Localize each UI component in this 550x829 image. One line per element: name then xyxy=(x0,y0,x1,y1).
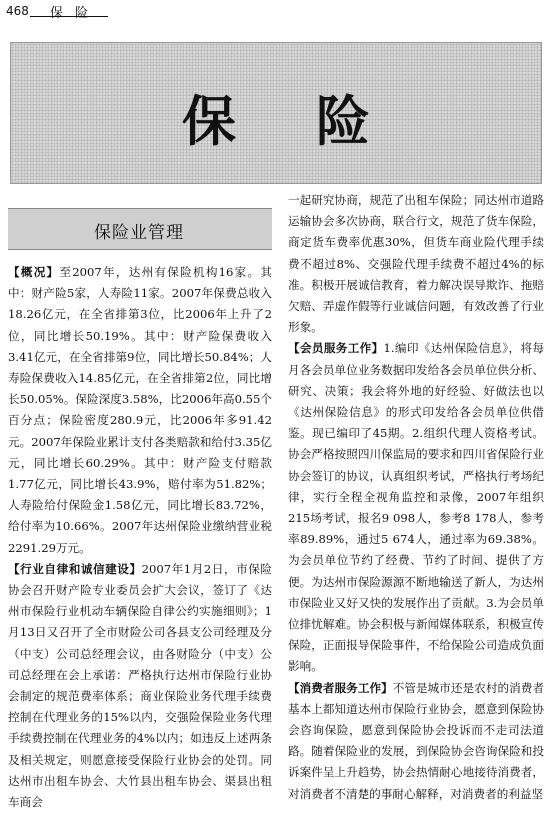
paragraph-consumer-service xyxy=(288,678,544,805)
paragraph-body: 2007年1月2日，市保险协会召开财产险专业委员会扩大会议，签订了《达州市保险行业机动车辆保险自律公约实施细则》；1月13日又召开了全市财险公司各县支公司经理及分（中支）公司总经理会议，由各财险分（中支）公司总经理在会上承诺：严格执行达州市保险行业协会制定的规范费率体系；商业保险业务代理手续费控制在代理业务的15%以内，交强险保险业务代理手续费控制在代理业务的4%以内；如违反上述两条及相关规定，则愿意接受保险行业协会的处罚。同达州市出租车协会、大竹县出租车协会、渠县出租车商会 xyxy=(8,561,272,810)
paragraph-heading: 【行业自律和诚信建设】 xyxy=(8,561,142,576)
header-rule xyxy=(30,16,108,17)
left-column xyxy=(8,262,272,813)
paragraph-member-service xyxy=(288,338,544,677)
paragraph-body: 不管是城市还是农村的消费者基本上都知道达州市保险行业协会，愿意到保险协会咨询保险，愿意到保险协会投诉而不走司法道路。随着保险业的发展，到保险协会咨询保险和投诉案件呈上升趋势，协会热情耐心地接待消费者，对消费者不清楚的事耐心解释，对消费者的利益坚 xyxy=(288,680,544,801)
right-column xyxy=(288,190,544,805)
paragraph-overview xyxy=(8,262,272,559)
page-number: 468 xyxy=(6,4,29,18)
paragraph-body: 至2007年，达州有保险机构16家。其中：财产险5家，人寿险11家。2007年保费总收入18.26亿元，在全省排第3位，比2006年上升了2位，同比增长50.19%。其中：财产险保费收入3.41亿元，在全省排第9位，同比增长50.84%；人寿险保费收入14.85亿元，在全省排第2位，同比增长50.05%。保险深度3.58%，比2006年高0.55个百分点；保险密度280.9元，比2006年多91.42元。2007年保险业累计支付各类赔款和给付3.35亿元，同比增长60.29%。其中：财产险支付赔款1.77亿元，同比增长43.9%，赔付率为51.82%；人寿险给付保险金1.58亿元，同比增长83.72%，给付率为10.66%。2007年达州保险业缴纳营业税2291.29万元。 xyxy=(8,265,273,555)
paragraph-self-discipline xyxy=(8,559,272,813)
chapter-title: 保险 xyxy=(182,90,450,153)
section-heading-box xyxy=(8,208,272,250)
paragraph-heading: 【会员服务工作】 xyxy=(288,341,384,356)
page-header xyxy=(0,0,550,22)
paragraph-heading: 【概况】 xyxy=(8,265,60,279)
paragraph-heading: 【消费者服务工作】 xyxy=(288,680,393,695)
paragraph-self-discipline-cont xyxy=(288,190,544,338)
chapter-banner xyxy=(10,42,542,184)
running-head: 保险 xyxy=(50,6,101,21)
section-title: 保险业管理 xyxy=(94,223,184,243)
paragraph-body: 1.编印《达州保险信息》，将每月各会员单位业务数据印发给各会员单位供分析、研究、决策；我会将外地的好经验、好做法也以《达州保险信息》的形式印发给各会员单位供借鉴。现已编印了45期。2.组织代理人资格考试。协会严格按照四川保监局的要求和四川省保险行业协会签订的协议，认真组织考试，严格执行考场纪律，实行全程全视角监控和录像，2007年组织215场考试，报名9 098人，参考8 178人，参考率89.89%，通过5 674人，通过率为69.38%。为会员单位节约了经费、节约了时间、提供了方便。为达州市保险源源不断地输送了新人，为达州市保险业又好又快的发展作出了贡献。3.为会员单位排忧解难。协会积极与新闻媒体联系，积极宣传保险，正面报导保险事件，不给保险公司造成负面影响。 xyxy=(288,341,544,674)
paragraph-body: 一起研究协商，规范了出租车保险；同达州市道路运输协会多次协商，联合行文，规范了货车保险，商定货车费率优惠30%，但货车商业险代理手续费不超过8%、交强险代理手续费不超过4%的标准。积极开展诚信教育，着力解决误导欺诈、拖赔欠赔、弄虚作假等行业诚信问题，有效改善了行业形象。 xyxy=(288,193,544,335)
